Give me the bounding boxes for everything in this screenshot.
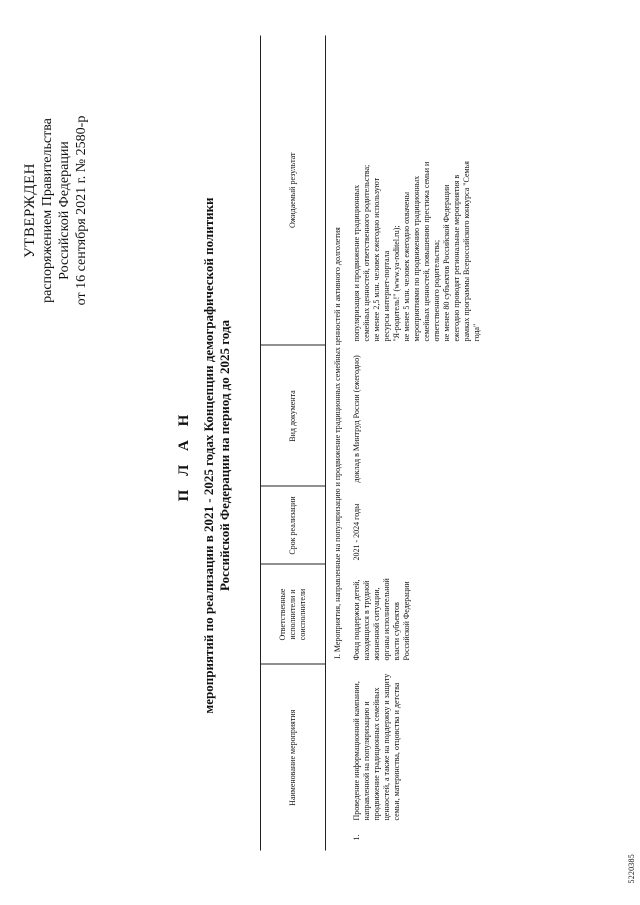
- result-line: не менее 80 субъектов Российской Федерации: [442, 184, 451, 341]
- section-row: [326, 35, 351, 850]
- row-doc-type: доклад в Минтруд России (ежегодно): [352, 354, 361, 482]
- table-row: [350, 35, 484, 850]
- header-doc-type: Вид документа: [261, 345, 326, 486]
- section-title: I. Мероприятия, направленные на популяризацию и продвижение традиционных семейных ценностей и активного долголетия: [333, 226, 342, 659]
- result-line: ежегодно проводят региональные мероприятия в: [452, 174, 461, 341]
- result-line: не менее 2,5 млн. человек ежегодно используют: [372, 177, 381, 341]
- table-header-row: [261, 35, 326, 850]
- approval-stamp: [22, 45, 90, 375]
- header-term: Срок реализации: [261, 486, 326, 564]
- approved-heading: УТВЕРЖДЕН: [22, 162, 38, 258]
- row-activity-name: Проведение информационной кампании, направленной на популяризацию и продвижение традиционных семейных ценностей, а также на поддержку и защиту семьи, материнства, отцовства и детства: [352, 673, 401, 820]
- plan-heading: П Л А Н: [176, 409, 192, 501]
- approval-line-1: распоряжением Правительства: [40, 117, 55, 303]
- result-line: популяризация и продвижение традиционных: [352, 184, 361, 341]
- document-id: 5220385: [627, 853, 636, 883]
- row-term: 2021 - 2024 годы: [352, 503, 361, 560]
- result-line: ресурсы интернет-портала: [382, 250, 391, 341]
- result-line: семейных ценностей, ответственного родительства;: [362, 164, 371, 341]
- plan-table: [260, 35, 484, 850]
- result-line: рамках программы Всероссийского конкурса "Семья: [462, 160, 471, 341]
- row-number: 1.: [352, 834, 361, 840]
- header-result: Ожидаемый результат: [261, 35, 326, 345]
- header-responsible: Ответственные исполнители и соисполнители: [261, 564, 326, 664]
- approval-line-3: от 16 сентября 2021 г. № 2580-р: [74, 115, 89, 305]
- result-line: "Я-родитель!" (www.ya-roditel.ru);: [392, 224, 401, 341]
- header-name: Наименование мероприятия: [261, 664, 326, 850]
- result-line: года": [472, 323, 481, 341]
- title-line-2: Российской Федерации на период до 2025 года: [217, 319, 232, 591]
- row-responsible: Фонд поддержки детей, находящихся в трудной жизненной ситуации, органы исполнительной власти субъектов Российской Федерации: [352, 577, 411, 660]
- result-line: ответственного родительства;: [432, 239, 441, 341]
- result-line: не менее 5 млн. человек ежегодно охвачены: [402, 191, 411, 341]
- result-line: мероприятиями по продвижению традиционных: [412, 175, 421, 341]
- row-expected-result: [350, 35, 484, 345]
- title-line-1: мероприятий по реализации в 2021 - 2025 годах Концепции демографической политики: [201, 196, 216, 714]
- document-title: [176, 145, 233, 765]
- approval-line-2: Российской Федерации: [57, 140, 72, 280]
- result-line: семейных ценностей, повышению престижа семьи и: [422, 161, 431, 341]
